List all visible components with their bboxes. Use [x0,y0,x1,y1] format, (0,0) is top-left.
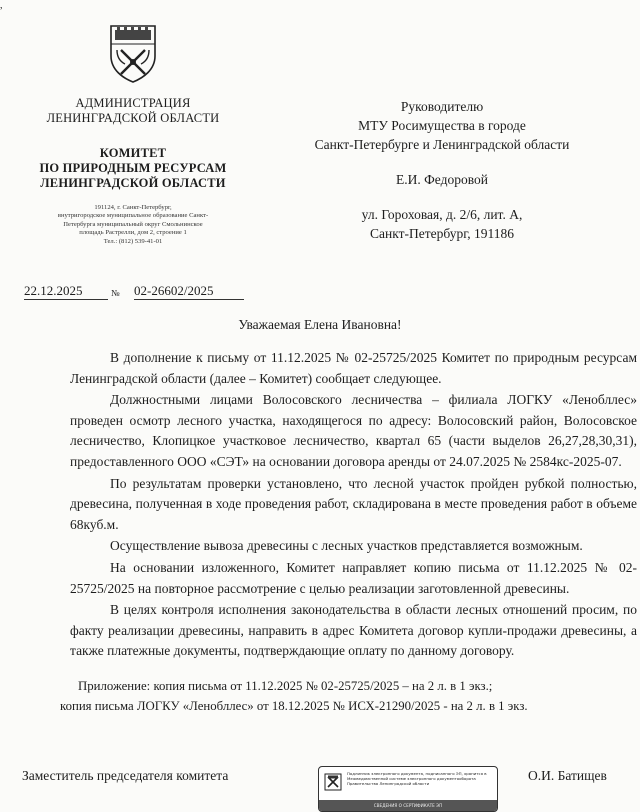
paragraph: По результатам проверки установлено, что лесной участок пройден рубкой полностью, древесина, полученная в ходе проведения работ, складирована в месте проведения работ в объеме 68куб.м. [70,475,637,532]
letter-body [70,348,637,662]
attachment-list: Приложение: копия письма от 11.12.2025 № 02-25725/2025 – на 2 л. в 1 экз.; копия письма ЛОГКУ «Ленобллес» от 18.12.2025 № ИСХ-21290/2025 - на 2 л. в 1 экз. [60,679,528,713]
letter-date: 22.12.2025 [24,283,108,300]
signer-title: Заместитель председателя комитета [22,768,229,783]
recipient-block: Руководителю МТУ Росимущества в городе Санкт-Петербурге и Ленинградской области Е.И. Федоровой ул. Гороховая, д. 2/6, лит. А, Санкт-Петербург, 191186 [262,97,622,243]
administration-name: АДМИНИСТРАЦИЯ ЛЕНИНГРАДСКОЙ ОБЛАСТИ [46,96,220,125]
paragraph: В дополнение к письму от 11.12.2025 № 02-25725/2025 Комитет по природным ресурсам Ленинградской области (далее – Комитет) сообщает следующее. [70,350,637,386]
paragraph: Должностными лицами Волосовского лесничества – филиала ЛОГКУ «Ленобллес» проведен осмотр лесного участка, находящегося по адресу: Волосовский район, Волосовское лесничество, Клопицкое участковое лесничество, квартал 65 (части выделов 26,27,28,30,31), предоставленного ООО «СЭТ» на основании договора аренды от 24.07.2025 № 2584кс-2025-07. [70,392,637,469]
letter-number: 02-26602/2025 [134,283,244,300]
recipient-name: Е.И. Федоровой [396,172,488,187]
number-sign: № [111,288,120,298]
greeting: Уважаемая Елена Ивановна! [238,317,402,332]
coat-of-arms-icon [107,22,159,84]
corner-mark: , [0,0,3,11]
paragraph: На основании изложенного, Комитет направляет копию письма от 11.12.2025 № 02-25725/2025 на повторное рассмотрение с целью реализации заготовленной древесины. [70,559,637,596]
electronic-signature-stamp: Подлинник электронного документа, подписанного ЭП, хранится в Межведомственной системе электронного документооборота Правительства Ленинградской области СВЕДЕНИЯ О СЕРТИФИКАТЕ ЭП [318,766,498,812]
paragraph: В целях контроля исполнения законодательства в области лесных отношений просим, по факту реализации древесины, направить в адрес Комитета договор купли-продажи древесины, а также платежные документы, подтверждающие оплату по данному договору. [70,602,637,659]
signer-name: О.И. Батищев [528,768,607,783]
committee-name: КОМИТЕТ ПО ПРИРОДНЫМ РЕСУРСАМ ЛЕНИНГРАДСКОЙ ОБЛАСТИ [39,146,227,190]
paragraph: Осуществление вывоза древесины с лесных участков представляется возможным. [110,538,583,554]
sender-address: 191124, г. Санкт-Петербург, внутригородское муниципальное образование Санкт- Петербурга муниципальный округ Смольнинское площадь Растрелли, дом 2, строение 1 Тел.: (812) 539-41-01 [57,204,209,245]
electronic-signature-emblem-icon [324,773,342,791]
